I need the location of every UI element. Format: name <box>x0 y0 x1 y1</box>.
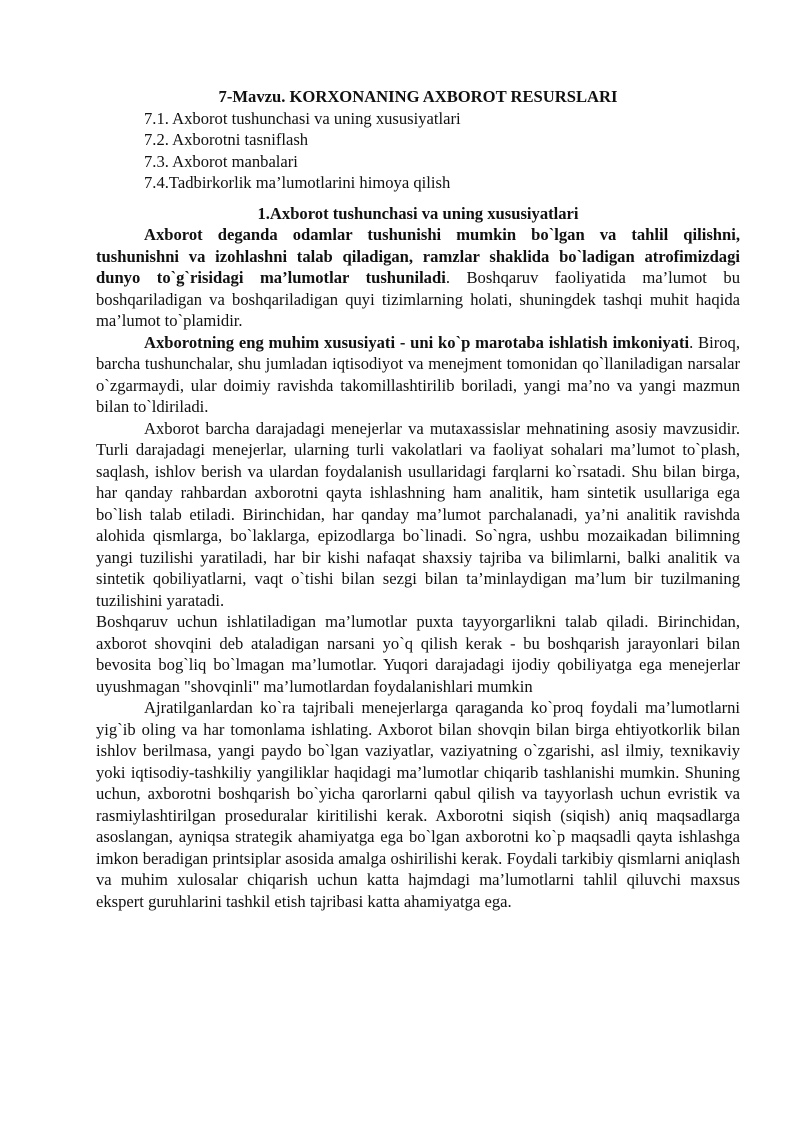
property-text: . Biroq, barcha tushunchalar, shu jumladan iqtisodiyot va menejment tomonidan qo`llaniladigan narsalar o`zgarmaydi, ular doimiy ravishda takomillashtirilib boriladi, yangi ma’no va yangi mazmun bilan to`ldiriladi. <box>96 332 741 416</box>
paragraph-experienced: Ajratilganlardan ko`ra tajribali menejerlarga qaraganda ko`proq foydali ma’lumotlarni yig`ib oling va har tomonlama ishlating. Axborot bilan shovqin bilan birga ehtiyotkorlik bilan ishlov berilmasa, yangi paydo bo`lgan vaziyatlar, vaziyatning o`zgarishi, asl ilmiy, texnikaviy yoki iqtisodiy-tashkiliy yangiliklar haqidagi ma’lumotlar chiqarib tashlanishi mumkin. Shuning uchun, axborotni boshqarish bo`yicha qarorlarni qabul qilish va tayyorlash uchun evristik va rasmiylashtirilgan proseduralar kiritilishi kerak. Axborotni siqish (siqish) aniq maqsadlarga asoslangan, ayniqsa strategik ahamiyatga ega bo`lgan axborotni ko`p maqsadli qayta ishlashga imkon beradigan printsiplar asosida amalga oshirilishi kerak. Foydali tarkibiy qismlarni aniqlash va muhim xulosalar chiqarish uchun katta hajmdagi ma’lumotlarni tahlil qiluvchi maxsus ekspert guruhlarini tashkil etish tajribasi katta ahamiyatga ega. <box>96 698 740 911</box>
toc-item: 7.3. Axborot manbalari <box>144 151 298 171</box>
paragraph-noise: Boshqaruv uchun ishlatiladigan ma’lumotlar puxta tayyorgarlikni talab qiladi. Birinchidan, axborot shovqini deb ataladigan narsani yo`q qilish kerak - bu boshqarish jarayonlari bilan bevosita bog`liq bo`lmagan ma’lumotlar. Yuqori darajadagi ijodiy qobiliyatga ega menejerlar uyushmagan "shovqinli" ma’lumotlardan foydalanishlari mumkin <box>96 612 740 696</box>
section-heading: 1.Axborot tushunchasi va uning xususiyatlari <box>257 203 579 223</box>
document-title: 7-Mavzu. KORXONANING AXBOROT RESURSLARI <box>218 87 618 106</box>
definition-bold-text: Axborot deganda odamlar tushunishi mumkin bo`lgan va tahlil qilishni, tushunishni va izohlashni talab qiladigan, ramzlar shaklida bo`ladigan atrofimizdagi dunyo to`g`risidagi ma’lumotlar tushuniladi <box>96 225 740 287</box>
paragraph-property <box>96 332 740 418</box>
toc-item: 7.2. Axborotni tasniflash <box>144 130 309 149</box>
table-of-contents <box>96 108 740 194</box>
property-bold-text: Axborotning eng muhim xususiyati - uni ko`p marotaba ishlatish imkoniyati <box>144 332 690 352</box>
paragraph-definition <box>96 224 740 332</box>
definition-text: . Boshqaruv faoliyatida ma’lumot bu boshqariladigan va boshqariladigan quyi tizimlarning holati, shuningdek tashqi muhit haqida ma’lumot to`plamidir. <box>96 268 740 330</box>
toc-item: 7.4.Tadbirkorlik ma’lumotlarini himoya qilish <box>144 173 451 192</box>
paragraph-managers: Axborot barcha darajadagi menejerlar va mutaxassislar mehnatining asosiy mavzusidir. Turli darajadagi menejerlar, ularning turli vakolatlari va faoliyat sohalari ma’lumot to`plash, saqlash, ishlov berish va ulardan foydalanish usullaridagi farqlarni ko`rsatadi. Shu bilan birga, har qanday rahbardan axborotni qayta ishlashning ham analitik, ham sintetik usullariga ega bo`lish talab etiladi. Birinchidan, har qanday ma’lumot parchalanadi, ya’ni analitik ravishda alohida qismlarga, bo`laklarga, epizodlarga bo`linadi. So`ngra, ushbu mozaikadan bilimning yangi tuzilishi yaratiladi, har bir kishi nafaqat shaxsiy tajriba va bilimlarni, balki analitik va sintetik qobiliyatlarni, vaqt o`tishi bilan sezgi bilan ta’minlaydigan ma’lum bir tuzilmaning tuzilishini yaratadi. <box>96 418 740 610</box>
toc-item: 7.1. Axborot tushunchasi va uning xususiyatlari <box>144 108 461 128</box>
